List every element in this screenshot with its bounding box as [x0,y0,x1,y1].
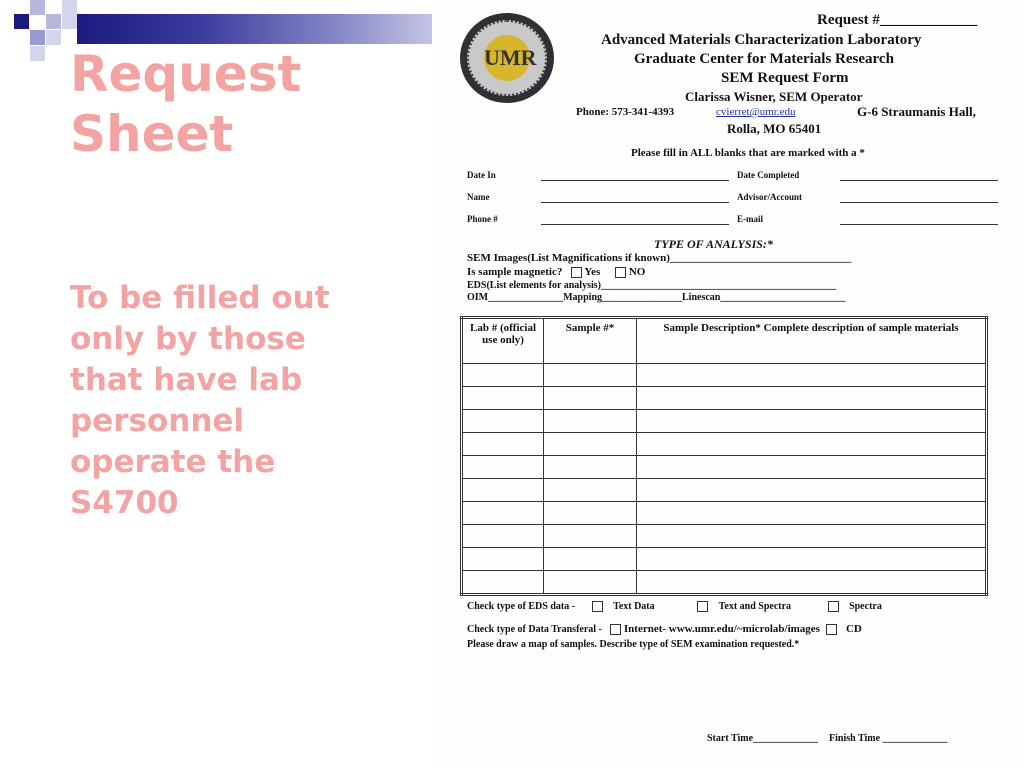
sample-description-cell[interactable] [637,387,987,410]
table-row [462,571,987,595]
sample-description-cell[interactable] [637,502,987,525]
magnetic-question: Is sample magnetic? [467,266,563,278]
column-header-lab: Lab # (official use only) [462,318,544,364]
sample-number-cell[interactable] [544,387,637,410]
column-header-description: Sample Description* Complete description of sample materials [637,318,987,364]
eds-check-line [467,601,882,612]
slide-title [70,44,301,164]
sample-number-cell[interactable] [544,364,637,387]
form-title: SEM Request Form [721,70,849,86]
sample-description-cell[interactable] [637,364,987,387]
request-number: Request #_____________ [817,12,978,28]
spectra-label: Spectra [849,601,882,612]
sample-number-cell[interactable] [544,410,637,433]
lab-number-cell[interactable] [462,571,544,595]
lab-number-cell[interactable] [462,502,544,525]
table-row [462,387,987,410]
start-time: Start Time_____________ [707,733,819,744]
analysis-title: TYPE OF ANALYSIS:* [654,237,773,251]
lab-number-cell[interactable] [462,479,544,502]
date-completed-label: Date Completed [737,170,800,180]
table-row [462,502,987,525]
deco-square [62,0,77,15]
internet-label: Internet- www.umr.edu/~microlab/images [623,623,820,635]
title-bar [77,14,432,44]
table-row [462,479,987,502]
cd-checkbox[interactable] [826,624,837,635]
deco-square [30,30,45,45]
finish-time: Finish Time _____________ [829,733,948,744]
instructions-text: Please fill in ALL blanks that are marked with a * [631,147,865,159]
transfer-label: Check type of Data Transferal - [467,624,602,635]
map-note: Please draw a map of samples. Describe type of SEM examination requested.* [467,639,800,650]
magnetic-no-checkbox[interactable] [615,267,626,278]
transfer-line [467,623,862,635]
slide-title-line: Sheet [70,105,234,163]
address-line-1: G-6 Straumanis Hall, [857,104,976,119]
date-completed-field[interactable] [840,180,998,181]
magnetic-line [467,266,645,278]
sample-number-cell[interactable] [544,525,637,548]
deco-square [62,14,77,29]
lab-number-cell[interactable] [462,433,544,456]
table-row [462,364,987,387]
lab-number-cell[interactable] [462,410,544,433]
table-row [462,548,987,571]
lab-number-cell[interactable] [462,364,544,387]
deco-square [30,46,45,61]
deco-square [46,14,61,29]
phone-label: Phone # [467,214,498,224]
eds-check-label: Check type of EDS data - [467,601,576,612]
sample-description-cell[interactable] [637,571,987,595]
sample-number-cell[interactable] [544,433,637,456]
deco-square [14,14,29,29]
sample-description-cell[interactable] [637,410,987,433]
name-label: Name [467,192,490,202]
spectra-checkbox[interactable] [828,601,839,612]
lab-number-cell[interactable] [462,548,544,571]
university-seal-icon [460,13,554,103]
text-spectra-label: Text and Spectra [718,601,792,612]
samples-table [460,316,988,596]
sample-number-cell[interactable] [544,479,637,502]
lab-number-cell[interactable] [462,525,544,548]
operator-name: Clarissa Wisner, SEM Operator [685,89,863,104]
name-field[interactable] [541,202,729,203]
column-header-sample: Sample #* [544,318,637,364]
phone-field[interactable] [541,224,729,225]
slide-body-text: To be filled out only by those that have lab personnel operate the S4700 [70,280,330,521]
oim-line: OIM_______________Mapping________________Linescan_________________________ [467,292,846,303]
text-data-label: Text Data [613,601,655,612]
email-link[interactable]: cvierret@umr.edu [716,106,796,118]
table-row [462,525,987,548]
address-line-2: Rolla, MO 65401 [727,121,822,136]
internet-checkbox[interactable] [610,624,621,635]
org-line-2: Graduate Center for Materials Research [634,51,894,67]
sample-number-cell[interactable] [544,548,637,571]
text-spectra-checkbox[interactable] [697,601,708,612]
eds-line: EDS(List elements for analysis)_______________________________________________ [467,280,836,291]
email-label: E-mail [737,214,763,224]
org-line-1: Advanced Materials Characterization Laboratory [601,32,922,48]
date-in-field[interactable] [541,180,729,181]
sample-number-cell[interactable] [544,502,637,525]
text-data-checkbox[interactable] [592,601,603,612]
advisor-label: Advisor/Account [737,192,802,202]
magnetic-yes-label: Yes [584,266,601,278]
cd-label: CD [845,623,862,635]
table-row [462,456,987,479]
sample-description-cell[interactable] [637,456,987,479]
deco-square [46,30,61,45]
sem-images-line: SEM Images(List Magnifications if known)_________________________________ [467,252,852,264]
lab-number-cell[interactable] [462,456,544,479]
sample-number-cell[interactable] [544,456,637,479]
magnetic-yes-checkbox[interactable] [571,267,582,278]
sample-number-cell[interactable] [544,571,637,595]
sample-description-cell[interactable] [637,433,987,456]
sem-request-form [435,0,1024,768]
advisor-field[interactable] [840,202,998,203]
deco-square [30,0,45,15]
email-field[interactable] [840,224,998,225]
magnetic-no-label: NO [628,266,646,278]
table-row [462,410,987,433]
sample-description-cell[interactable] [637,479,987,502]
lab-number-cell[interactable] [462,387,544,410]
table-row [462,433,987,456]
sample-description-cell[interactable] [637,548,987,571]
sample-description-cell[interactable] [637,525,987,548]
seal-initials: UMR [484,35,530,81]
phone-text: Phone: 573-341-4393 [576,106,675,118]
date-in-label: Date In [467,170,496,180]
slide-title-line: Request [70,45,302,103]
